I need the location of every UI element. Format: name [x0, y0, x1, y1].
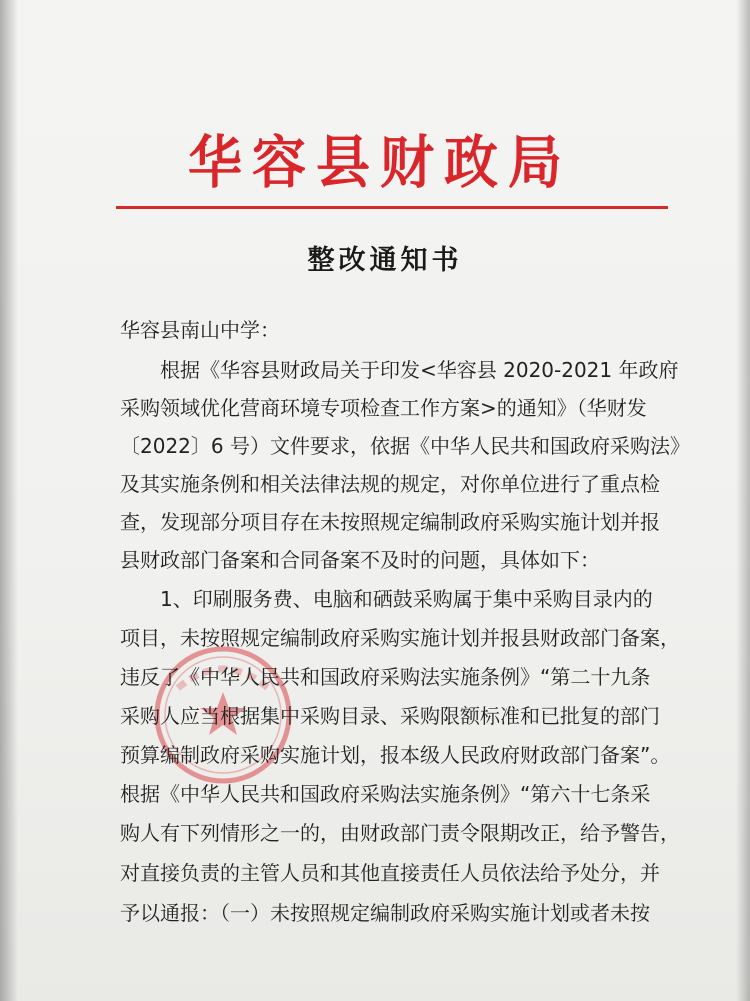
page-right-shadow: [736, 0, 750, 1001]
body-line: 违反了《中华人民共和国政府采购法实施条例》“第二十九条: [120, 665, 651, 689]
addressee: 华容县南山中学：: [120, 318, 280, 342]
body-line: 对直接负责的主管人员和其他直接责任人员依法给予处分，并: [120, 861, 660, 885]
body-line: 〔2022〕6 号）文件要求，依据《中华人民共和国政府采购法》: [120, 434, 690, 458]
body-line: 予以通报：（一）未按照规定编制政府采购实施计划或者未按: [120, 901, 650, 925]
body-line: 根据《中华人民共和国政府采购法实施条例》“第六十七条采: [120, 782, 651, 806]
page-left-shadow: [0, 0, 18, 1001]
body-line: 采购人应当根据集中采购目录、采购限额标准和已批复的部门: [120, 704, 660, 728]
body-line: 1、印刷服务费、电脑和硒鼓采购属于集中采购目录内的: [160, 587, 653, 611]
body-line: 项目，未按照规定编制政府采购实施计划并报县财政部门备案，: [120, 626, 680, 650]
red-divider-line: [116, 206, 668, 209]
body-line: 根据《华容县财政局关于印发<华容县 2020-2021 年政府: [160, 358, 679, 382]
agency-header: 华容县财政局: [188, 128, 572, 196]
document-title: 整改通知书: [307, 245, 463, 276]
body-line: 购人有下列情形之一的，由财政部门责令限期改正，给予警告，: [120, 821, 680, 845]
body-line: 预算编制政府采购实施计划，报本级人民政府财政部门备案”。: [120, 743, 671, 767]
body-line: 查，发现部分项目存在未按照规定编制政府采购实施计划并报: [120, 510, 660, 534]
body-line: 县财政部门备案和合同备案不及时的问题，具体如下：: [120, 548, 600, 572]
body-line: 采购领域优化营商环境专项检查工作方案>的通知》（华财发: [120, 396, 647, 420]
body-line: 及其实施条例和相关法律法规的规定，对你单位进行了重点检: [120, 472, 660, 496]
